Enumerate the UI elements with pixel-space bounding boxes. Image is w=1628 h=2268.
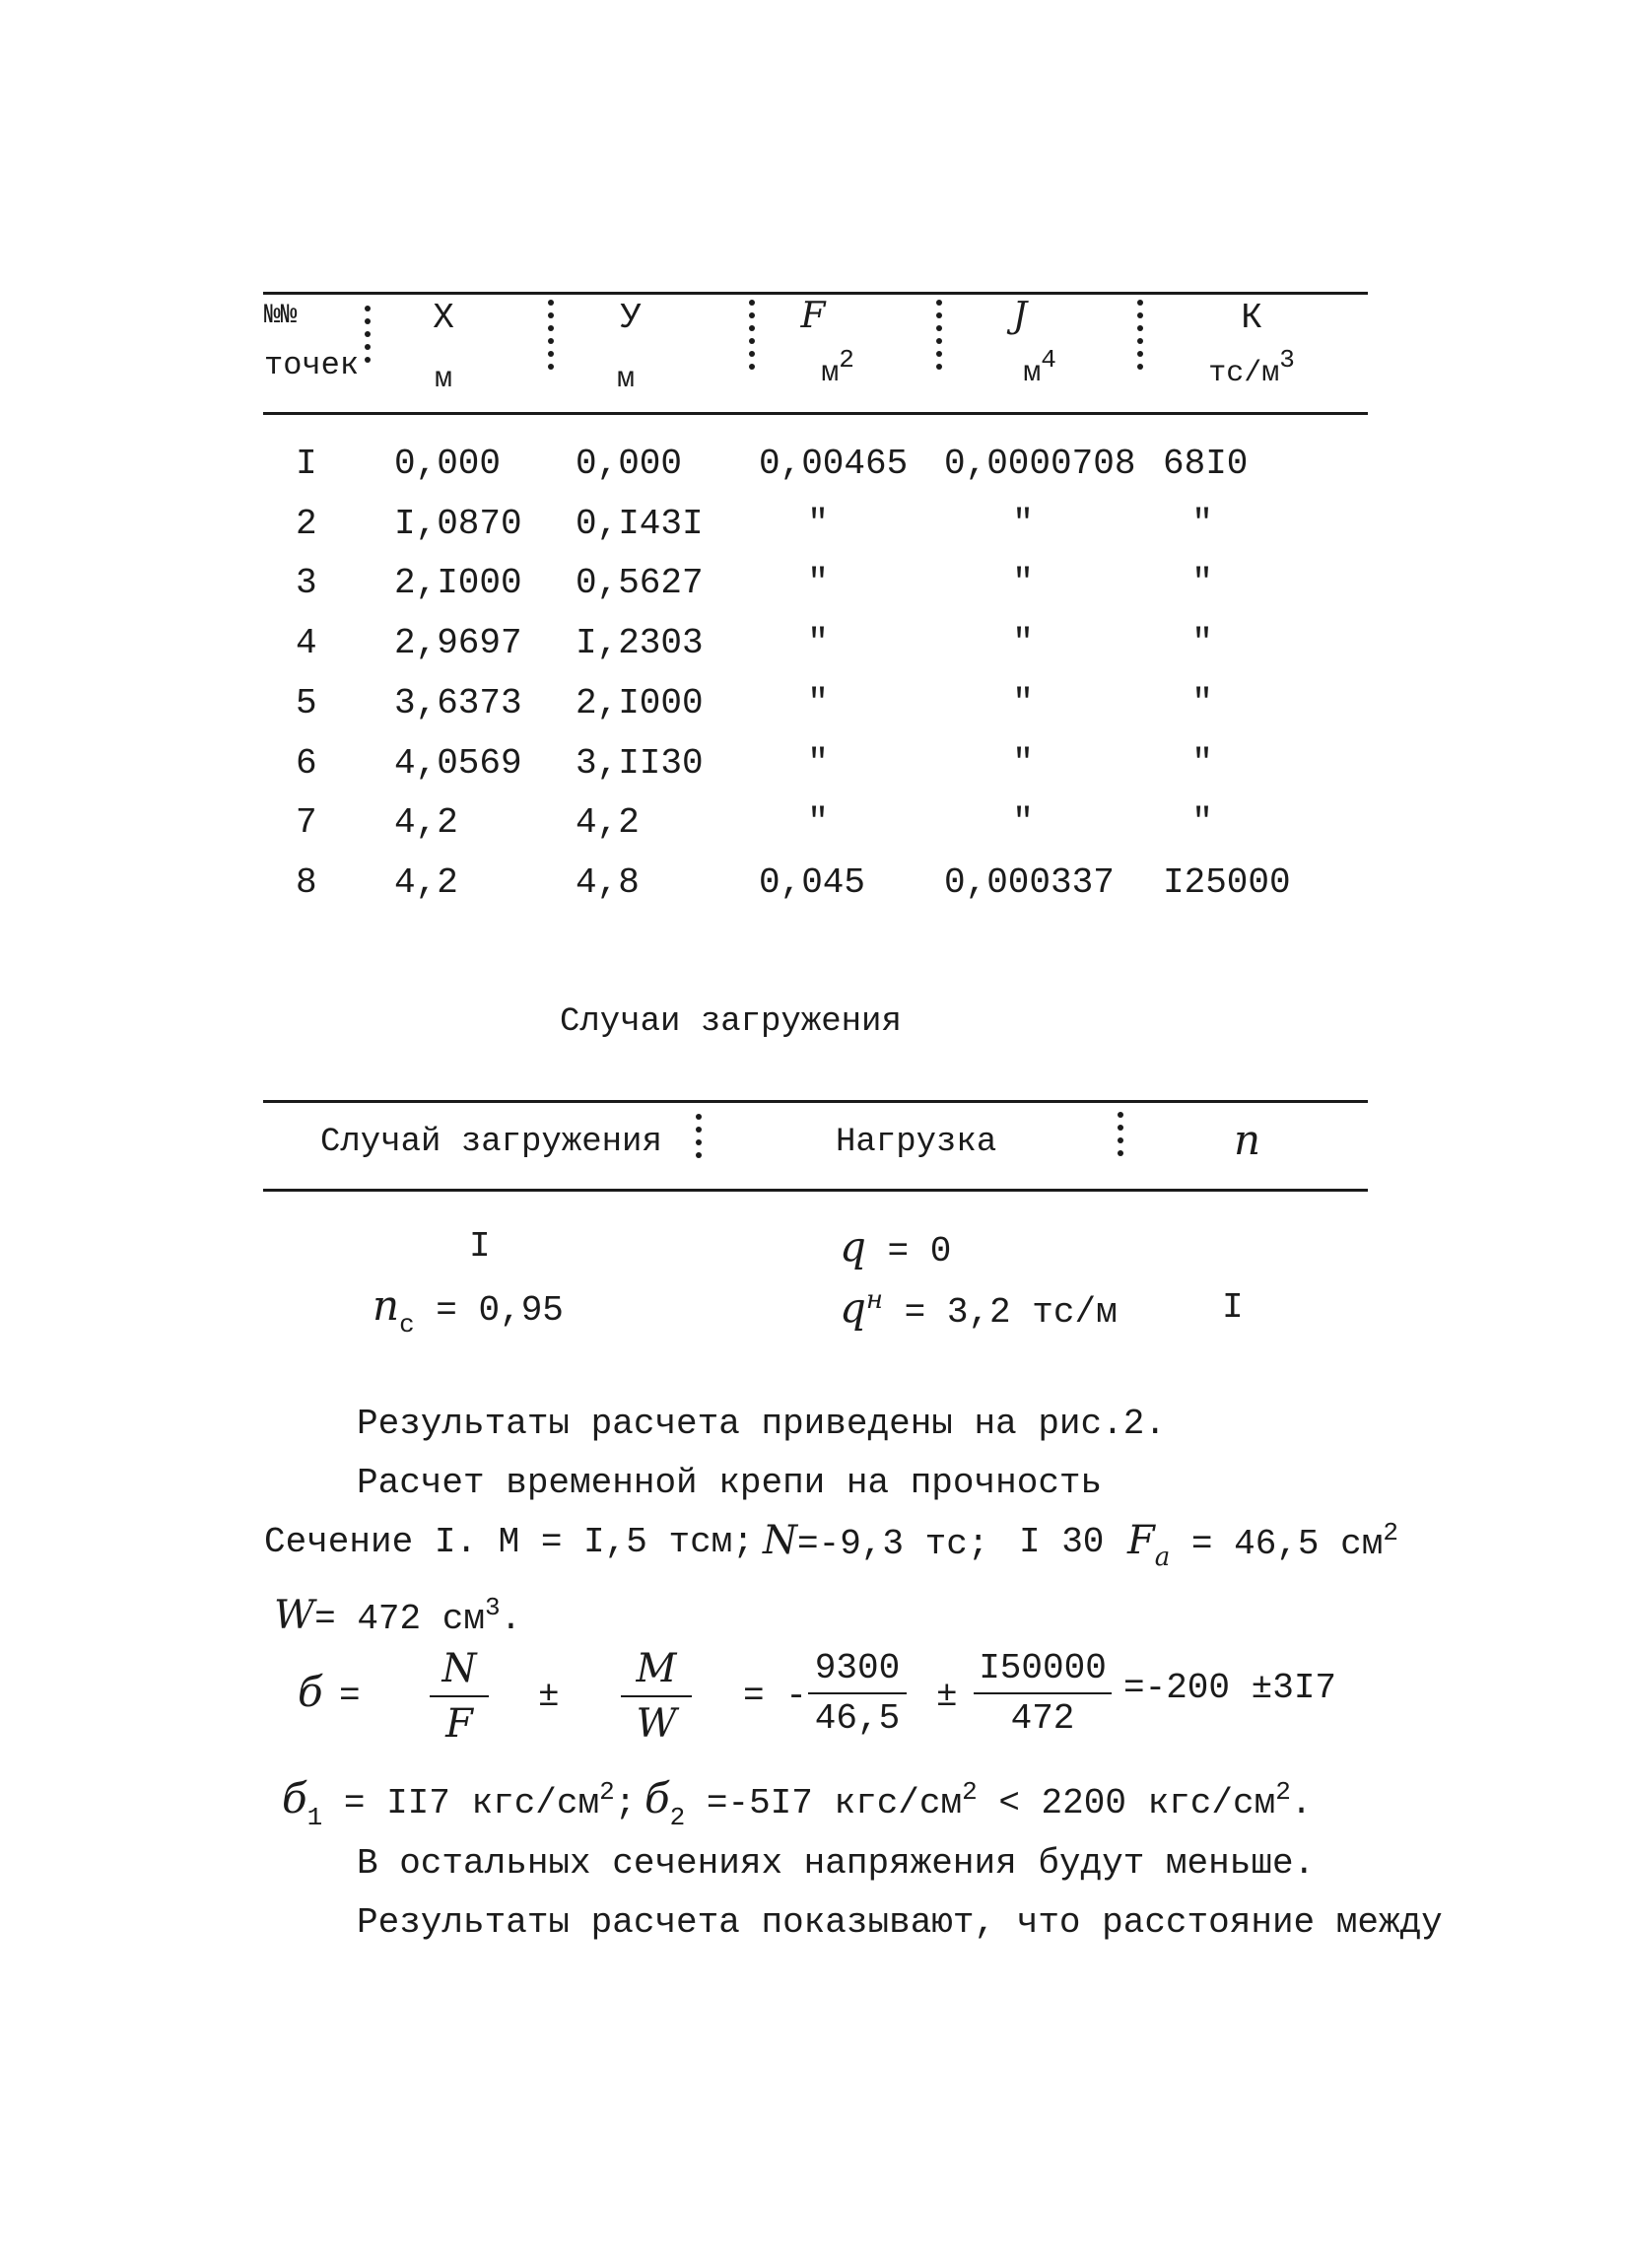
table1-header-x-unit: м [434, 363, 452, 396]
sigma1-value: = II7 кгс/см [343, 1783, 600, 1823]
text-line-3 [264, 1522, 754, 1562]
table1-cell-r2-c2: I,0870 [394, 504, 522, 544]
table1-cell-r5-c3: 2,I000 [576, 683, 704, 723]
text-line-3-profile: I 30 [1019, 1522, 1105, 1562]
formula-frac-n-f [430, 1646, 489, 1747]
k-unit-sup: 3 [1279, 345, 1295, 375]
j-unit-text: м [1023, 357, 1042, 390]
table1-cell-r7-c5: " [1012, 802, 1034, 843]
sigma2-symbol: б [644, 1774, 670, 1822]
table1-header-j: J [1012, 296, 1028, 336]
q-value: = 0 [887, 1231, 952, 1271]
table2-top-rule [263, 1100, 1368, 1103]
n-symbol: N [763, 1518, 797, 1563]
sigma1-symbol: б [282, 1774, 307, 1822]
table1-cell-r6-c6: " [1191, 743, 1213, 784]
table2-header-case: Случай загружения [320, 1124, 662, 1161]
nc-symbol: n [373, 1281, 400, 1330]
table1-cell-r2-c1: 2 [296, 504, 317, 544]
table1-cell-r2-c4: " [807, 504, 829, 544]
table1-cell-r8-c4: 0,045 [759, 862, 866, 903]
table1-cell-r8-c2: 4,2 [394, 862, 458, 903]
qn-sup: н [865, 1285, 884, 1315]
table2-q [840, 1222, 951, 1271]
q-symbol: q [840, 1222, 866, 1271]
table1-cell-r3-c1: 3 [296, 563, 317, 603]
table1-cell-r5-c1: 5 [296, 683, 317, 723]
table2-nc [373, 1281, 564, 1340]
table1-cell-r5-c2: 3,6373 [394, 683, 522, 723]
table1-cell-r2-c5: " [1012, 504, 1034, 544]
table1-cell-r6-c1: 6 [296, 743, 317, 784]
table1-cell-r3-c3: 0,5627 [576, 563, 704, 603]
table1-cell-r3-c2: 2,I000 [394, 563, 522, 603]
formula-frac-m-w [621, 1646, 692, 1747]
table1-cell-r1-c5: 0,0000708 [944, 444, 1136, 484]
table1-header-x: X [433, 298, 454, 338]
section-moment: Сечение I. M = I,5 тсм; [264, 1522, 754, 1562]
table1-cell-r3-c6: " [1191, 563, 1213, 603]
table1-cell-r4-c1: 4 [296, 623, 317, 663]
text-line-4 [274, 1593, 521, 1639]
table1-cell-r3-c4: " [807, 563, 829, 603]
table1-header-k-unit [1173, 345, 1330, 390]
table1-header-y-unit: м [616, 363, 635, 396]
table2-header-rule [263, 1189, 1368, 1192]
fa-symbol: F [1127, 1518, 1155, 1563]
table1-cell-r1-c6: 68I0 [1163, 444, 1249, 484]
formula-eq: = [339, 1676, 361, 1716]
table1-cell-r4-c4: " [807, 623, 829, 663]
table1-cell-r7-c4: " [807, 802, 829, 843]
table1-header-points: точек [264, 347, 360, 383]
frac-bar-2 [621, 1695, 692, 1697]
fa-sup: 2 [1383, 1518, 1398, 1547]
table1-separator-3 [749, 300, 755, 377]
table1-cell-r4-c6: " [1191, 623, 1213, 663]
frac-n: N [441, 1646, 477, 1691]
table1-header-rule [263, 412, 1368, 415]
table1-cell-r1-c2: 0,000 [394, 444, 502, 484]
closing-line-2: Результаты расчета показывают, что расстояние между [357, 1902, 1443, 1943]
text-line-3-force [763, 1518, 988, 1564]
table1-header-y: У [620, 298, 642, 338]
sigma2-sub: 2 [669, 1803, 686, 1832]
limit-value: 2200 кгс/см [1041, 1783, 1276, 1823]
frac-m: M [636, 1646, 677, 1691]
w-end: . [500, 1599, 522, 1639]
f-unit-sup: 2 [839, 345, 854, 375]
table1-cell-r5-c6: " [1191, 683, 1213, 723]
fa-value: = 46,5 см [1190, 1524, 1384, 1564]
table1-separator-5 [1137, 300, 1143, 377]
sigma1-sup: 2 [599, 1777, 615, 1807]
table2-n-value: I [1222, 1287, 1244, 1328]
table1-separator-1 [365, 306, 371, 370]
table1-cell-r4-c3: I,2303 [576, 623, 704, 663]
formula-pm2: ± [936, 1676, 958, 1716]
sigma1-end: ; [614, 1783, 637, 1823]
table1-cell-r7-c6: " [1191, 802, 1213, 843]
frac-w: W [636, 1701, 677, 1747]
nc-value: = 0,95 [436, 1290, 564, 1331]
j-unit-sup: 4 [1041, 345, 1056, 375]
table1-cell-r8-c5: 0,000337 [944, 862, 1115, 903]
sigma2-value: =-5I7 кгс/см [706, 1783, 963, 1823]
frac-num2: I50000 [979, 1648, 1107, 1688]
table1-cell-r8-c3: 4,8 [576, 862, 640, 903]
table1-top-rule [263, 292, 1368, 295]
table2-case-number: I [469, 1226, 491, 1267]
frac-f: F [445, 1701, 473, 1747]
table1-cell-r6-c4: " [807, 743, 829, 784]
table1-cell-r3-c5: " [1012, 563, 1034, 603]
table1-cell-r1-c3: 0,000 [576, 444, 683, 484]
table1-separator-2 [548, 300, 554, 377]
sigma2-sup: 2 [962, 1777, 978, 1807]
frac-bar-3 [808, 1692, 907, 1694]
closing-line-1: В остальных сечениях напряжения будут меньше. [357, 1843, 1316, 1884]
formula-frac-numeric-2 [974, 1648, 1112, 1739]
frac-den2: 472 [1010, 1698, 1075, 1739]
sigma1-sub: 1 [306, 1803, 323, 1832]
table1-cell-r4-c2: 2,9697 [394, 623, 522, 663]
table1-cell-r6-c2: 4,0569 [394, 743, 522, 784]
formula-frac-numeric-1 [808, 1648, 907, 1739]
k-unit-text: тс/м [1208, 357, 1280, 390]
table2-separator-1 [696, 1114, 702, 1165]
frac-den1: 46,5 [814, 1698, 901, 1739]
table1-cell-r8-c6: I25000 [1163, 862, 1291, 903]
formula-eq2: = - [743, 1676, 807, 1716]
less-than: < [998, 1783, 1020, 1823]
table2-header-load: Нагрузка [836, 1124, 997, 1161]
table1-cell-r6-c5: " [1012, 743, 1034, 784]
table1-cell-r4-c5: " [1012, 623, 1034, 663]
stress-line-2 [644, 1774, 1313, 1832]
stress-line [282, 1774, 637, 1832]
text-line-3-area [1127, 1518, 1398, 1572]
table1-cell-r7-c1: 7 [296, 802, 317, 843]
nc-sub: c [399, 1310, 415, 1340]
limit-end: . [1290, 1783, 1313, 1823]
frac-num1: 9300 [814, 1648, 901, 1688]
w-symbol: W [274, 1593, 315, 1638]
table1-cell-r6-c3: 3,II30 [576, 743, 704, 784]
formula-pm: ± [538, 1676, 560, 1716]
table1-cell-r5-c5: " [1012, 683, 1034, 723]
table1-cell-r1-c4: 0,00465 [759, 444, 909, 484]
qn-symbol: q [840, 1283, 866, 1332]
f-unit-text: м [821, 357, 840, 390]
table1-header-number: №№ [264, 301, 298, 331]
table1-cell-r5-c4: " [807, 683, 829, 723]
table1-cell-r2-c3: 0,I43I [576, 504, 704, 544]
text-line-1: Результаты расчета приведены на рис.2. [357, 1404, 1166, 1444]
table1-cell-r2-c6: " [1191, 504, 1213, 544]
table2-header-n: n [1234, 1116, 1261, 1164]
text-line-2: Расчет временной крепи на прочность [357, 1463, 1103, 1503]
formula-result: =-200 ±3I7 [1123, 1668, 1337, 1708]
section-title: Случаи загружения [560, 1003, 902, 1041]
table1-cell-r8-c1: 8 [296, 862, 317, 903]
table2-qn [840, 1283, 1118, 1333]
table1-cell-r7-c2: 4,2 [394, 802, 458, 843]
limit-sup: 2 [1275, 1777, 1291, 1807]
n-value: =-9,3 тс; [797, 1524, 989, 1564]
frac-bar-1 [430, 1695, 489, 1697]
table1-header-k: К [1241, 298, 1262, 338]
fa-sub: a [1154, 1543, 1171, 1572]
frac-bar-4 [974, 1692, 1112, 1694]
table1-header-j-unit [985, 345, 1094, 390]
table1-header-f: F [800, 296, 826, 336]
table1-cell-r7-c3: 4,2 [576, 802, 640, 843]
w-sup: 3 [484, 1593, 501, 1622]
table1-separator-4 [936, 300, 942, 377]
table1-header-f-unit [788, 345, 887, 390]
w-value: = 472 см [314, 1599, 485, 1639]
formula-sigma: б [298, 1668, 323, 1716]
qn-value: = 3,2 тс/м [904, 1292, 1118, 1333]
table2-separator-2 [1118, 1112, 1123, 1163]
table1-cell-r1-c1: I [296, 444, 317, 484]
